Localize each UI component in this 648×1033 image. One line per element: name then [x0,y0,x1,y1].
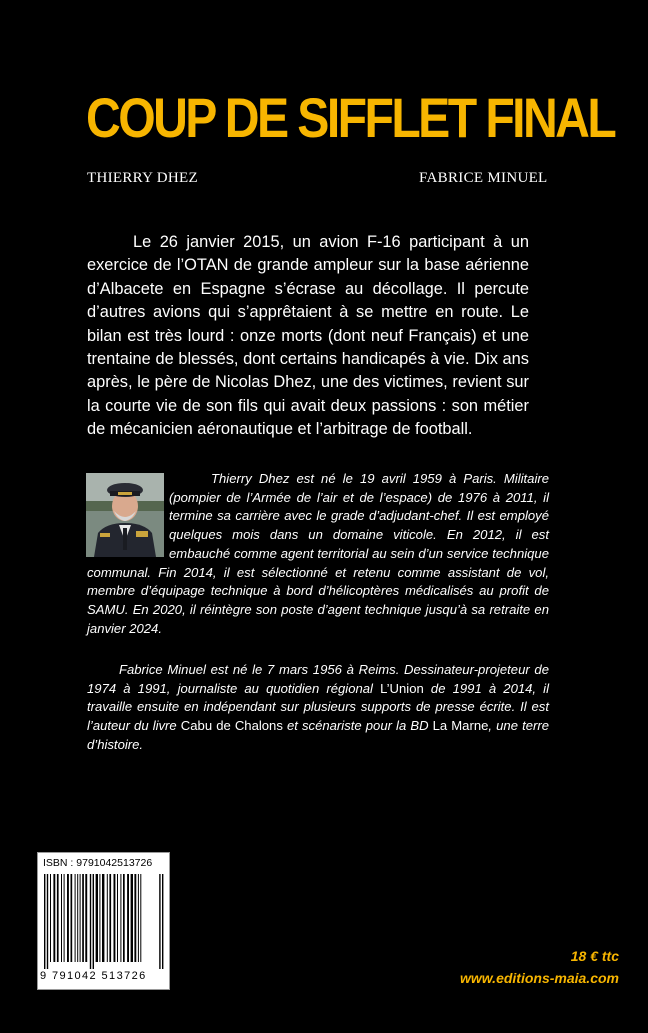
barcode-bar [57,874,59,962]
barcode-bar [162,874,163,969]
barcode-bar [82,874,84,962]
author-bio-fabrice [87,661,549,755]
barcode-bar [138,874,139,962]
barcode-bar [99,874,100,962]
barcode-bar [134,874,136,962]
bio-thierry-text: Thierry Dhez est né le 19 avril 1959 à Paris. Militaire (pompier de l’Armée de l’air et de l’espace) de 1976 à 2011, il termine sa carrière avec le grade d’adjudant-chef. Il est employé quelques mois dans un domaine viticole. En 2012, il est embauché comme agent territorial au sein d’un service technique communal. Fin 2014, il est sélectionné et retenu comme assistant de vol, membre d’équipage technique à bord d’hélicoptères médicalisés au profit de SAMU. En 2020, il réintègre son poste d’agent technique jusqu’à sa retraite en janvier 2024. [87,471,549,636]
book-title: COUP DE SIFFLET FINAL [86,86,615,149]
barcode-bar [159,874,160,969]
bio-fabrice-part1: Fabrice Minuel est né le 7 mars 1956 à Reims. Dessinateur-projeteur de 1974 à 1991, journaliste au quotidien régional [87,662,549,696]
synopsis-text: Le 26 janvier 2015, un avion F-16 participant à un exercice de l’OTAN de grande ampleur sur la base aérienne d’Albacete en Espagne s’écrase au décollage. Il percute d’autres avions qui s’apprêtaient à se mettre en route. Le bilan est très lourd : onze morts (dont neuf Français) et une trentaine de blessés, dont certains handicapés à vie. Dix ans après, le père de Nicolas Dhez, une des victimes, revient sur la courte vie de son fils qui avait deux passions : son métier de mécanicien aéronautique et l’arbitrage de football. [87,233,529,439]
barcode-bar [120,874,121,962]
bio-fabrice-text [87,661,549,755]
bio-fabrice-part4: , une terre d’histoire. [87,718,549,752]
book-title-cabu: Cabu de Chalons [180,718,283,734]
price: 18 € ttc [570,948,619,964]
barcode-bar [67,874,69,962]
author-bio-thierry [87,470,549,638]
barcode-bar [90,874,91,969]
barcode-bar [131,874,133,962]
barcode-bar [107,874,108,962]
synopsis [87,231,529,442]
barcode-bar [109,874,111,962]
barcode-bar [75,874,76,962]
author-name-right: FABRICE MINUEL [419,170,548,186]
barcode-bar [127,874,129,962]
barcode-bar [44,874,45,969]
bio-fabrice-part2: de 1991 à 2014, il travaille ensuite en indépendant sur plusieurs supports de presse écrite. Il est l’auteur du livre [87,680,549,734]
publisher-website: www.editions-maia.com [460,970,619,986]
barcode-bar [80,874,81,962]
newspaper-name: L’Union [380,680,424,696]
barcode-bars [42,874,165,969]
barcode-box [37,852,170,990]
barcode-bar [47,874,48,969]
barcode-bar [140,874,141,962]
barcode-bar [77,874,78,962]
author-name-left: THIERRY DHEZ [87,170,198,186]
barcode-bar [93,874,94,969]
barcode-bar [61,874,62,962]
barcode-bar [114,874,116,962]
bio-fabrice-part3: et scénariste pour la BD [282,718,433,734]
barcode-bar [123,874,125,962]
barcode-bar [102,874,104,962]
barcode-bar [85,874,87,962]
barcode-bar [50,874,51,962]
barcode-digits: 9 791042 513726 [40,970,147,982]
barcode-bar [117,874,118,962]
barcode-bar [53,874,55,962]
barcode-bar [96,874,98,962]
isbn-label: ISBN : 9791042513726 [43,857,153,869]
barcode-bar [71,874,73,962]
book-title-marne: La Marne [432,718,489,734]
barcode-bar [64,874,65,962]
